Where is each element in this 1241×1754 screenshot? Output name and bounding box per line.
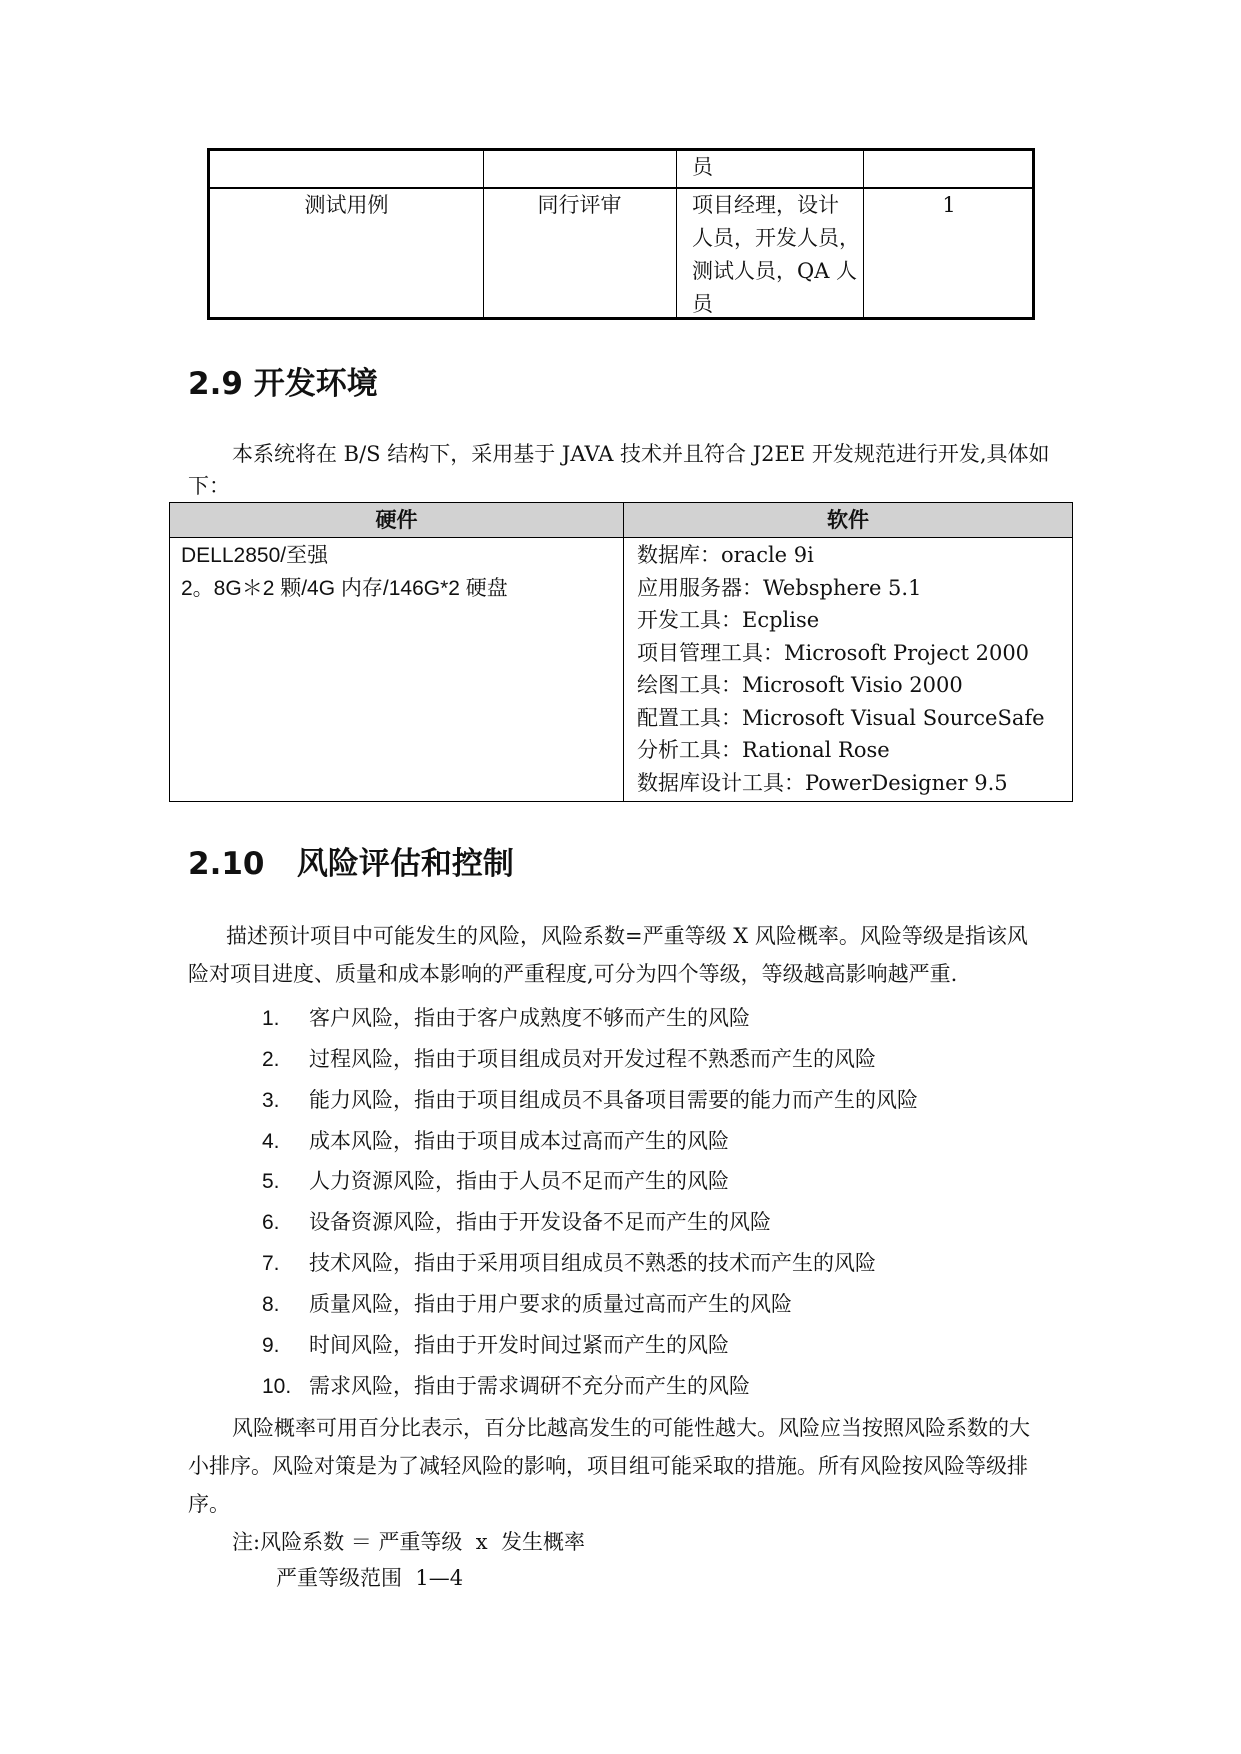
list-text: 需求风险，指由于需求调研不充分而产生的风险	[309, 1374, 750, 1398]
risk-description: 描述预计项目中可能发生的风险，风险系数=严重等级 X 风险概率。风险等级是指该风	[226, 924, 1028, 948]
review-table-cell: 同行评审	[537, 193, 622, 217]
risk-probability-text-end: 序。	[188, 1492, 230, 1516]
section-heading-risk: 2.10 风险评估和控制	[188, 846, 514, 882]
review-table-line: 项目经理，设计	[692, 193, 839, 217]
list-text: 人力资源风险，指由于人员不足而产生的风险	[309, 1169, 729, 1193]
risk-note: 注:风险系数 ＝ 严重等级 x 发生概率	[232, 1530, 585, 1554]
review-table-line: 人员，开发人员，	[692, 226, 860, 250]
review-table	[207, 148, 1035, 320]
risk-list-item	[262, 1208, 771, 1237]
section-heading-dev-env: 2.9 开发环境	[188, 366, 378, 402]
hardware-line: DELL2850/至强	[181, 544, 329, 567]
risk-list-item	[262, 1004, 750, 1033]
header-software: 软件	[827, 508, 869, 532]
risk-list-item	[262, 1167, 729, 1196]
list-text: 时间风险，指由于开发时间过紧而产生的风险	[309, 1333, 729, 1357]
software-line: 项目管理工具：Microsoft Project 2000	[637, 641, 1030, 665]
list-number: 2.	[262, 1048, 280, 1071]
risk-list-item	[262, 1372, 750, 1401]
risk-list-item	[262, 1331, 729, 1360]
risk-note-range: 严重等级范围 1—4	[276, 1566, 464, 1590]
software-line: 开发工具：Ecplise	[637, 608, 820, 632]
software-line: 数据库：oracle 9i	[637, 543, 814, 567]
list-text: 成本风险，指由于项目成本过高而产生的风险	[309, 1129, 729, 1153]
list-text: 过程风险，指由于项目组成员对开发过程不熟悉而产生的风险	[309, 1047, 876, 1071]
list-text: 能力风险，指由于项目组成员不具备项目需要的能力而产生的风险	[309, 1088, 918, 1112]
list-number: 7.	[262, 1252, 280, 1275]
list-text: 设备资源风险，指由于开发设备不足而产生的风险	[309, 1210, 771, 1234]
header-hardware: 硬件	[375, 508, 418, 532]
list-number: 4.	[262, 1130, 280, 1153]
risk-list-item	[262, 1086, 918, 1115]
hardware-line: 2。8G＊2 颗/4G 内存/146G*2 硬盘	[181, 577, 508, 600]
list-text: 质量风险，指由于用户要求的质量过高而产生的风险	[309, 1292, 792, 1316]
list-number: 9.	[262, 1334, 280, 1357]
review-table-line: 员	[692, 292, 713, 316]
software-line: 数据库设计工具：PowerDesigner 9.5	[637, 771, 1008, 795]
review-table-cell: 测试用例	[304, 193, 389, 217]
software-line: 绘图工具：Microsoft Visio 2000	[637, 673, 963, 697]
review-table-line: 测试人员，QA 人	[692, 259, 858, 283]
dev-env-intro-cont: 下：	[188, 474, 230, 498]
list-number: 1.	[262, 1007, 280, 1030]
software-line: 配置工具：Microsoft Visual SourceSafe	[637, 706, 1045, 730]
risk-list-item	[262, 1290, 792, 1319]
dev-env-table	[169, 502, 1073, 802]
list-number: 6.	[262, 1211, 280, 1234]
risk-probability-text: 风险概率可用百分比表示，百分比越高发生的可能性越大。风险应当按照风险系数的大	[232, 1416, 1030, 1440]
software-line: 分析工具：Rational Rose	[637, 738, 890, 762]
software-line: 应用服务器：Websphere 5.1	[637, 576, 922, 600]
list-text: 客户风险，指由于客户成熟度不够而产生的风险	[309, 1006, 750, 1030]
risk-probability-text-cont: 小排序。风险对策是为了减轻风险的影响，项目组可能采取的措施。所有风险按风险等级排	[188, 1454, 1028, 1478]
list-number: 8.	[262, 1293, 280, 1316]
list-number: 5.	[262, 1170, 280, 1193]
risk-description-cont: 险对项目进度、质量和成本影响的严重程度,可分为四个等级，等级越高影响越严重.	[188, 962, 958, 986]
list-number: 10.	[262, 1375, 292, 1398]
list-text: 技术风险，指由于采用项目组成员不熟悉的技术而产生的风险	[309, 1251, 876, 1275]
risk-list-item	[262, 1249, 876, 1278]
list-number: 3.	[262, 1089, 280, 1112]
review-table-cell: 员	[692, 155, 713, 179]
risk-list-item	[262, 1127, 729, 1156]
review-table-cell	[692, 189, 860, 321]
review-table-cell: 1	[942, 193, 956, 217]
dev-env-intro: 本系统将在 B/S 结构下，采用基于 JAVA 技术并且符合 J2EE 开发规范进行开发,具体如	[232, 442, 1050, 466]
risk-list-item	[262, 1045, 876, 1074]
